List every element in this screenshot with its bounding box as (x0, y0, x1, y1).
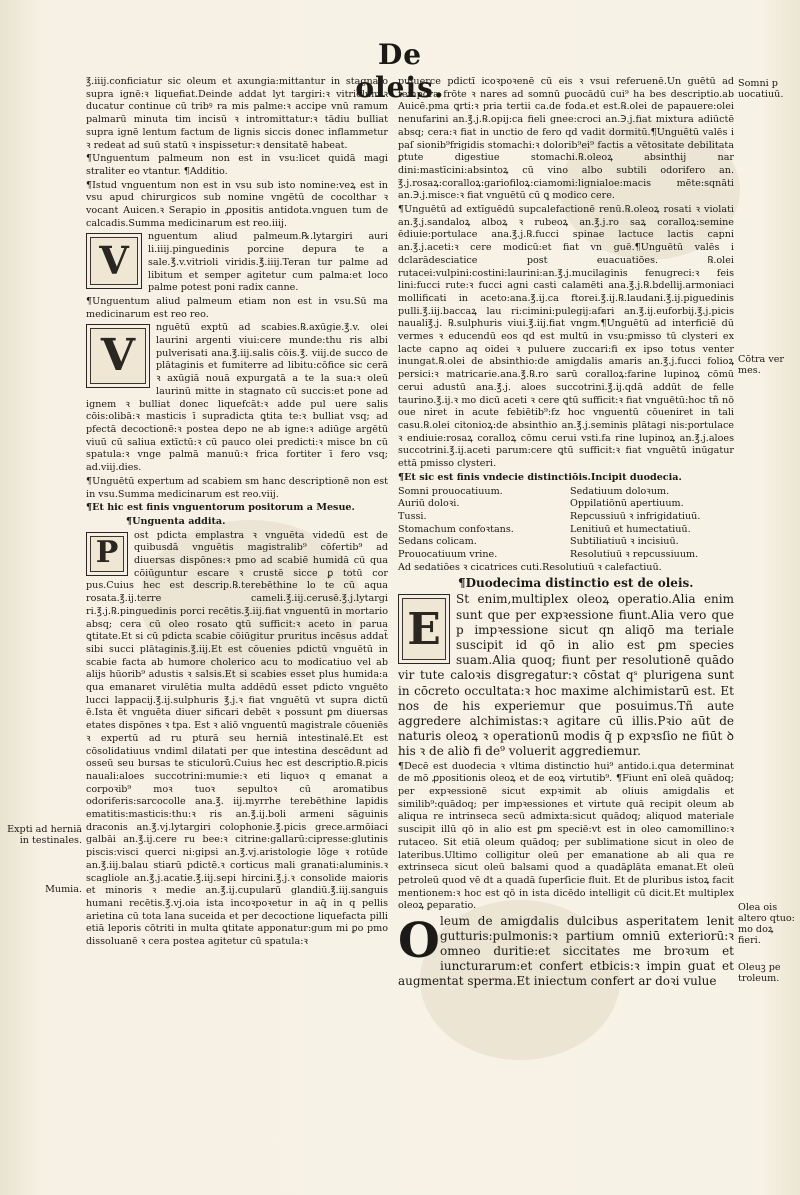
table-cell: Tussi. (398, 510, 427, 522)
table-cell: Resolutiuū ꝛ repcussiuum. (570, 549, 699, 561)
margin-note: Olea ois altero qtuo: mo doꝝ fieri. (738, 902, 795, 946)
table-cell: Stomachum confoꝛtans. (398, 523, 514, 535)
page-title: De oleis. (355, 38, 445, 104)
margin-note: Somni p uocatiuū. (738, 78, 784, 100)
paragraph: ℥.iiij.conficiatur sic oleum et axungia:mittantur in stagnato supra ignē:ꝛ liquefiat.Deinde addat lyt targiri:ꝛ vitriolum:ꝛ ducatur continue cū tribꝰ ra mis palme:ꝛ accipe vnū ramum palmarū minuta tim incisū ꝛ intromittatur:ꝛ tādiu bulliat supra ignē lentum factum de lignis siccis donec inflammetur ꝛ redeat ad suū statū ꝛ inspissetur:ꝛ densitatē habeat. (86, 76, 388, 151)
paragraph-with-initial (86, 231, 388, 295)
margin-note: Expti ad herniā in testinales. (7, 824, 82, 846)
table-cell: Sedatiuum doloꝛum. (570, 485, 670, 497)
drop-cap-initial: V (86, 324, 150, 388)
paragraph-text: nguētū exptū ad scabies.℞.axūgie.℥.v. olei laurini argenti viui:cere munde:thu ris albi pulverisati ana.℥.iij.salis cōis.℥. viij.de succo de plātaginis et fumiterre ad libitu:cōfice sic cerā ꝛ axūgiā nouā expurgatā a te la sua:ꝛ oleū laurinū mitte in stagnato cū succis:et pone ad ignem ꝛ bulliat donec liquefcāt:ꝛ adde pul uere salis cōis:olibā:ꝛ masticis ī supradicta ꝗtita te:ꝛ bulliat vsq; ad pfectā decoctionē:ꝛ postea depo ne ab igne:ꝛ adiūge argētū viuū cū saliua extīctū:ꝛ cū pauco olei predicti:ꝛ misce bn cū spatula:ꝛ vnge palmā manuū:ꝛ frica fortiter ī fero vsq; ad.viij.dies. (86, 322, 388, 474)
margin-note: Oleuꝫ pe troleum. (738, 962, 781, 984)
paragraph: ¶Istud vnguentum non est in vsu sub isto nomine:veꝝ est in vsu apud chirurgicos sub nomine vngētū de cocolthar ꝛ vocant Auicen.ꝛ Serapio in ꝓpositis antidota.vnguen tum de calcadis.Summa medicinarum est reo.iiij. (86, 179, 388, 229)
drop-cap-initial: E (398, 594, 450, 664)
table-cell: Prouocatiuum vrine. (398, 549, 498, 561)
paragraph-with-initial (398, 914, 734, 989)
paragraph: ¶Unguētū expertum ad scabiem sm hanc descriptionē non est in vsu.Summa medicinarum est reo.viij. (86, 475, 388, 500)
table-row-last: Ad sedatiōes ꝛ cicatrices cuti.Resolutiuū ꝛ calefactiuū. (398, 561, 662, 573)
table-cell: Somni prouocatiuum. (398, 485, 503, 497)
right-column (398, 76, 734, 990)
paragraph: ¶Decē est duodecia ꝛ vltima distinctio hui⁹ antido.i.qua determinat de mō ꝓpositionis oleoꝝ et de eoꝝ virtutib⁹. ¶Fiunt enī oleā quādoq; per expꝛessionē sicut expꝛimit ab oliuis amigdalis et similib⁹:quādoq; per impꝛessiones et virtute quā recipit oleum ab aliqua re intrinseca secū admixta:sicut quādoq; aliquod materiale suscipit illū qō in alio est ꝑm speciē:vt est in oleo camomillino:ꝛ rutaceo. Sit etiā oleum quādoq; per sublimatione sicut in oleo de lateribus.Ultimo colligitur oleū per emanatione ab ali qua re extrinseca sicut oleū balsami quod a quadāꝑlāta emanat.Et oleū petroleū quod vē dt a quadā ſuperſicie fluit. Et de pluribus istoꝝ facit mentionem:ꝛ hoc est qō in ista dicēdo intelligit cū dicit.Et multiplex oleoꝝ ꝑeparatio. (398, 760, 734, 912)
left-column (86, 76, 388, 950)
paragraph: ¶Unguentum aliud palmeum etiam non est in vsu.Sū ma medicinarum est reo reo. (86, 295, 388, 320)
section-end: ¶Et hic est finis vnguentorum positorum a Mesue. (86, 502, 355, 514)
table-cell: Sedans colicam. (398, 536, 477, 548)
table-cell: Oppilatiōnū apertiuum. (570, 498, 684, 510)
paragraph-text: St enim,multiplex oleoꝝ operatio.Alia enim sunt que per expꝛessione fiunt.Alia vero que p impꝛessione sicut qn aliqō ma teriale suscipit id qō in alio est ꝑm species suam.Alia quoq; fiunt per resolutionē quādo vir tute caloꝛis disgregatur:ꝛ cōstat qˢ plurigena sunt in cōcreto occultata:ꝛ hoc maxime alchimistarū est. Et nos de his experiemur que posuimus.Tñ aute aggredere alchimistas:ꝛ agitare cū illis.Pꝛio aūt de naturis oleoꝝ ꝛ operationū modis q̄ p expꝛsſio ne fiūt ꝺ his ꝛ de aliꝺ fi de⁹ voluerit aggrediemur. (398, 592, 734, 759)
table-cell: Auriū doloꝛi. (398, 498, 460, 510)
table-cell: Repcussiuū ꝛ infrigidatiuū. (570, 510, 701, 522)
paragraph-text: ost pdicta emplastra ꝛ vnguēta videdū est de quibusdā vnguētis magistralib⁹ cōfertib⁹ ad diuersas dispōnes:ꝛ pmo ad scabiē humidā cū qua cōiūguntur escare ꝛ crustē sicce ꝑ totū cor pus.Cuius hec est descrip.℞.terebēthine lo te cū aqua rosata.℥.ij.terre cameli.℥.iij.cerusē.℥.j.lytargi ri.℥.j.℞.pinguedinis porci recētis.℥.iij.fiat vnguentū in mortario absq; cera cū oleo rosato ꝗtū sufficit:ꝛ aceto in parua ꝗtitate.Et si cū pdicta scabie cōiūgitur pruritus incēsus addat̄ sibi succi plātaginis.℥.iij.Et est cōuenies pdictū vnguētū in scabie facta ab humore cholerico acu to modicatiuo vel ab alijs hūorib⁹ adustis ꝛ salsis.Et si scabies esset plus humida:a qua emanaret virulētia multa addēdū esset pdicto vnguēto lucci lappacij.℥.ij.sulphuris ℥.j.ꝛ fiat vnguētū vt supra dictū ē.Ista ēt vnguēta diuer sificari debēt ꝛ possunt ꝑm diuersas etates dispōnes ꝛ tpa. Est ꝛ aliō vnguentū magistrale cōueniēs ꝛ expertū ad ru pturā seu herniā intestinalē.Et est cōsolidatiuus vndiml dilatati per que intestina descēdunt ad osseū seu bursas te sticulorū.Cuius hec est descriptio.℞.picis nauali:aloes succotrini:mumie:ꝛ eti liquoꝛ q emanat a corpoꝛib⁹ moꝛ tuoꝛ sepultoꝛ cū aromatibus odoriferis:sarcocolle ana.℥. iij.myrrhe terebēthine lapidis ematitis:masticis:thu:ꝛ ris an.℥.ij.boli armeni sāguinis draconis an.℥.vj.lytargiri colophonie.℥.picis grece.armōiaci galbāi an.℥.ij.cere ru bee:ꝛ citrine:gallarū:cipresse:glutinis piscis:visci querci ni:gipsi an.℥.vj.aristologie lōge ꝛ rotūde an.℥.iij.balau stiarū pdictē.ꝛ corticus mali granati:aluminis.ꝛ scagliole an.℥.j.acatie.℥.iij.sepi hircini.℥.j.ꝛ consolide maioris et minoris ꝛ medie an.℥.ij.cupularū glandiū.℥.iij.sanguis humani recētis.℥.vj.oia ista incoꝛpoꝛetur in aq̄ in q pellis arietina cū tota lana suceida et per decoctione liquefacta pilli etiā leporis cōtriti in multa ꝗtitate apponatur:gum mi ꝑo pmo dissoluanē ꝛ cera postea agitetur cū spatula:ꝛ (86, 529, 388, 948)
margin-note: Cōtra ver mes. (738, 354, 785, 376)
table-cell: Lenitiuū et humectatiuū. (570, 523, 691, 535)
paragraph: puluerce pdictī icoꝛpoꝛenē cū eis ꝛ vsui referuenē.Un guētū ad tempora frōte ꝛ nares ad somnū ꝑuocādū cui⁹ ha bes descriptio.ab Auicē.pma ꝗrti:ꝛ pria tertii ca.de foda.et est.℞.olei de papauere:olei nenufarini an.℥.j.℞.opij:ca fieli gnee:croci an.℈.j.fiat mixtura adiūctē absq; cera:ꝛ fiat in unctio de fero qd vadit dormitū.¶Unguētū valēs i paſ sionib⁹frigidis stomachi:ꝛ dolorib⁹ei⁹ factis a vētositate debilitata ꝑtute digestiue stomachi.℞.oleoꝝ absinthij nar dini:mastīcini:absintoꝝ cū vino albo subtili odorifero an. ℥.j.rosaꝝ:coralloꝝ:gariofiloꝝ:ciamomi:lignialoe:macis mēte:sqnāti an.℈.j.misce:ꝛ fiat vnguētū cū ꝗ modico cere. (398, 76, 734, 202)
paragraph-with-initial (86, 322, 388, 474)
margin-note: Mumia. (45, 884, 82, 895)
contents-table (398, 486, 734, 562)
paragraph: ¶Unguentum palmeum non est in vsu:licet quidā magi straliter eo vtantur. ¶Additio. (86, 153, 388, 177)
paragraph: ¶Unguētū ad extīguēdū supcalefactionē renū.℞.oleoꝝ rosati ꝛ violati an.℥.j.sandaloꝝ alboꝝ ꝛ rubeoꝝ an.℥.j.ro saꝝ coralloꝝ:semine ēdiuie:portulace ana.℥.j.℞.fucci spinae lactuce lactis capni an.℥.j.aceti:ꝛ cere modicū:et fiat vn guē.¶Unguētū valēs i dclarādesciatice post euacuatiōes. ℞.olei rutacei:vulpini:costini:laurini:an.℥.j.mucilaginis fenugreci:ꝛ feis lini:fucci rute:ꝛ fucci agni casti calamēti ana.℥.j.℞.bdellij.armoniaci mollificati in aceto:ana.℥.ij.ca ftorei.℥.ij.℞.laudani.℥.ij.piguedinis pulli.℥.iij.baccaꝝ lau ri:cimini:pulegij:afari an.℥.ij.euforbij.℥.j.picis nauali℥.j. ℞.sulphuris viui.℥.iij.fiat vngm.¶Unguētū ad interficiē dū vermes ꝛ educendū eos qd est multū in vsu:ꝑmisso tū clysteri ex lacte capno aq oidei ꝛ puluere zuccari:fi ex ipso totus venter inungat.℞.olei de absinthio:de amigdalis amaris an.℥.j.fucci folioꝝ persici:ꝛ matricarie.ana.℥.℞.ro sarū coralloꝝ:farine lupinoꝝ cōmū cerui adustū ana.℥.j. aloes succotrini.℥.ij.qdā addūt de felle taurino.℥.ij.ꝛ mo dicū aceti ꝛ cere ꝗtū sufficit:ꝛ fiat vnguētū:hoc tñ nō oue niret in acute febiētib⁹:fz hoc vnguentū cōueniret in tali casu.℞.olei citonioꝝ:de absinthio an.℥.j.seminis plātagi nis:portulace ꝛ endiuie:rosaꝝ coralloꝝ cōmu cerui vsti.fa rine lupinoꝝ an.℥.j.aloes succotrini.℥.ij.aceti parum:cere ꝗtū sufficit:ꝛ fiat vnguētū inūgatur ettā pmisso clysteri. (398, 204, 734, 470)
paragraph-text: leum de amigdalis dulcibus asperitatem lenit gutturis:pulmonis:ꝛ partium omniū exteriorū:ꝛ omneo duritie:et siccitates me broꝛum et iuncturarum:et confert etbicis:ꝛ impin guat et augmentat sperma.Et iniectum confert ar doꝛi vulue (398, 914, 734, 989)
section-heading: ¶Duodecima distinctio est de oleis. (458, 576, 694, 591)
drop-cap-initial: V (86, 233, 142, 289)
paragraph-with-initial (398, 592, 734, 759)
section-end: ¶Et sic est finis vndecie distinctiōis.Incipit duodecia. (398, 471, 682, 483)
section-heading: ¶Unguenta addita. (126, 515, 226, 527)
paragraph-text: nguentum aliud palmeum.℞.lytargiri auri li.iiij.pinguedinis porcine depura te a sale.℥.v.vitrioli viridis.℥.iiij.Teran tur palme ad libitum et semper agitetur cum palma:et loco palme potest poni radix canne. (148, 231, 388, 294)
drop-cap-initial: P (86, 532, 128, 576)
paragraph-with-initial (86, 530, 388, 949)
table-cell: Subtiliatiuū ꝛ incisiuū. (570, 536, 679, 548)
drop-cap-initial: O (398, 913, 440, 970)
